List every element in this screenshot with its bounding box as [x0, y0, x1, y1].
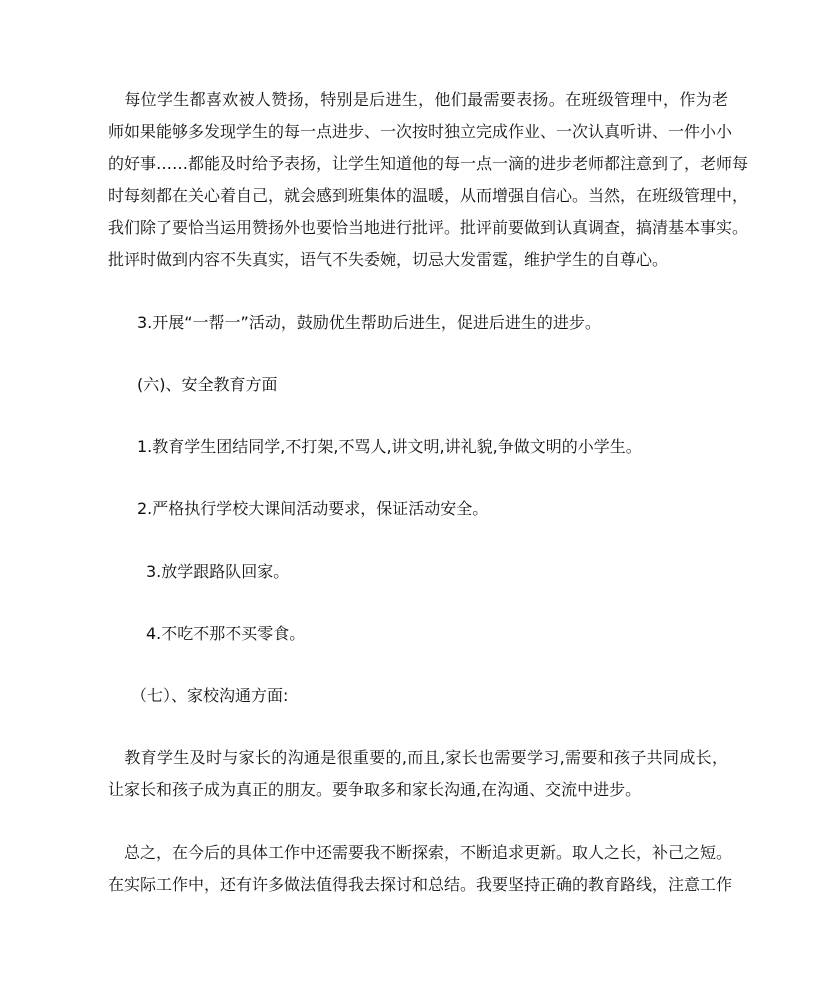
- text-line: 1.教育学生团结同学,不打架,不骂人,讲文明,讲礼貌,争做文明的小学生。: [137, 437, 642, 456]
- text-line: 3.放学跟路队回家。: [146, 562, 290, 581]
- text-line: 每位学生都喜欢被人赞扬，特别是后进生，他们最需要表扬。在班级管理中，作为老: [108, 90, 728, 109]
- paragraph-item: [146, 618, 766, 650]
- text-line: 在实际工作中，还有许多做法值得我去探讨和总结。我要坚持正确的教育路线，注意工作: [108, 875, 733, 894]
- text-line: 的好事……都能及时给予表扬，让学生知道他的每一点一滴的进步老师都注意到了，老师每: [108, 154, 749, 173]
- paragraph-praise: [108, 84, 749, 276]
- text-line: 我们除了要恰当运用赞扬外也要恰当地进行批评。批评前要做到认真调查，搞清基本事实。: [108, 218, 749, 237]
- paragraph-item: [146, 556, 766, 588]
- paragraph-communication: [108, 742, 728, 806]
- section-heading: [131, 680, 751, 712]
- text-line: 2.严格执行学校大课间活动要求，保证活动安全。: [137, 499, 489, 518]
- section-heading: [137, 369, 757, 401]
- text-line: 4.不吃不那不买零食。: [146, 624, 306, 643]
- paragraph-item: [137, 493, 757, 525]
- text-line: 教育学生及时与家长的沟通是很重要的,而且,家长也需要学习,需要和孩子共同成长，: [108, 748, 728, 767]
- text-line: 总之，在今后的具体工作中还需要我不断探索，不断追求更新。取人之长，补己之短。: [108, 843, 733, 862]
- text-line: 3.开展“一帮一”活动，鼓励优生帮助后进生，促进后进生的进步。: [137, 313, 601, 332]
- paragraph-summary: [108, 837, 733, 901]
- text-line: (六)、安全教育方面: [137, 375, 278, 394]
- text-line: 时每刻都在关心着自己，就会感到班集体的温暖，从而增强自信心。当然，在班级管理中，: [108, 186, 749, 205]
- text-line: 批评时做到内容不失真实，语气不失委婉，切忌大发雷霆，维护学生的自尊心。: [108, 250, 669, 269]
- text-line: 师如果能够多发现学生的每一点进步、一次按时独立完成作业、一次认真听讲、一件小小: [108, 122, 733, 141]
- paragraph-item: [137, 307, 757, 339]
- text-line: 让家长和孩子成为真正的朋友。要争取多和家长沟通,在沟通、交流中进步。: [108, 780, 642, 799]
- text-line: （七）、家校沟通方面:: [131, 686, 289, 705]
- paragraph-item: [137, 431, 757, 463]
